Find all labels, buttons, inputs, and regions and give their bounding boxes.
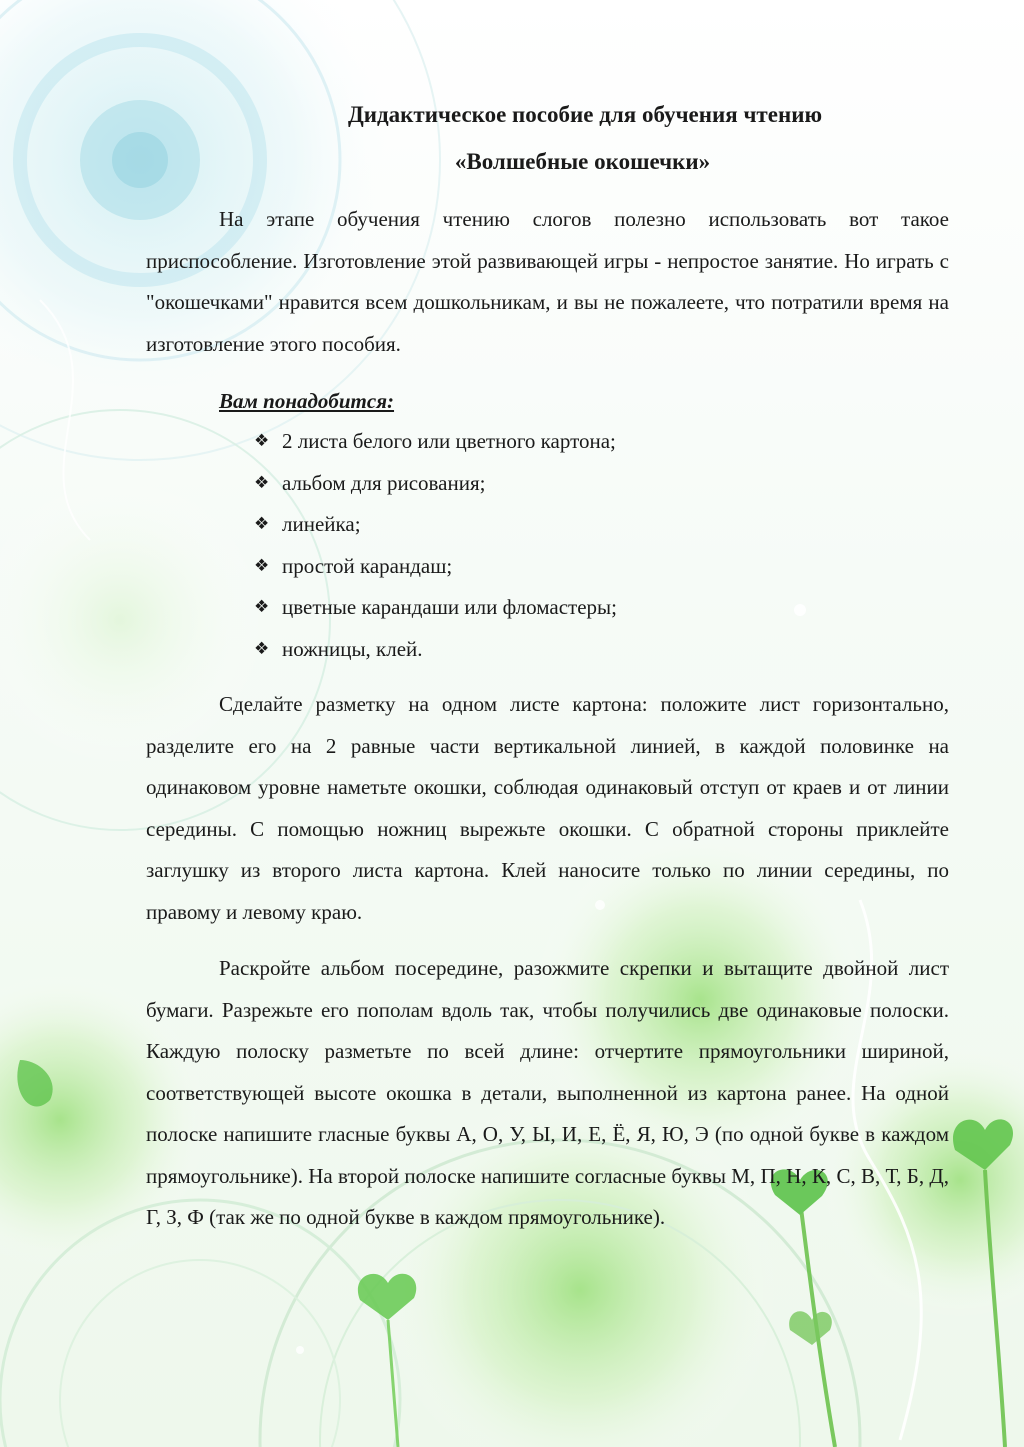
list-item-text: цветные карандаши или фломастеры; (282, 595, 617, 620)
intro-paragraph: На этапе обучения чтению слогов полезно использовать вот такое приспособление. Изготовление этой развивающей игры - непростое занятие. Но играть с "окошечками" нравится всем дошкольникам, и вы не пожалеете, что потратили время на изготовление этого пособия. (146, 207, 949, 356)
document-subtitle: «Волшебные окошечки» (454, 149, 711, 174)
four-diamonds-icon: ❖ (254, 431, 270, 451)
materials-heading: Вам понадобится: (219, 389, 395, 413)
list-item-text: альбом для рисования; (282, 470, 486, 495)
list-item (254, 632, 617, 674)
four-diamonds-icon: ❖ (254, 555, 270, 576)
list-item (254, 424, 617, 466)
step2-paragraph: Раскройте альбом посередине, разожмите скрепки и вытащите двойной лист бумаги. Разрежьте его пополам вдоль так, чтобы получились две одинаковые полоски. Каждую полоску разметьте по всей длине: отчертите прямоугольники шириной, соответствующей высоте окошка в детали, выполненной из картона ранее. На одной полоске напишите гласные буквы А, О, У, Ы, И, Е, Ё, Я, Ю, Э (по одной букве в каждом прямоугольнике). На второй полоске напишите согласные буквы М, П, Н, К, С, В, Т, Б, Д, Г, З, Ф (так же по одной букве в каждом прямоугольнике). (146, 956, 949, 1229)
four-diamonds-icon: ❖ (254, 514, 270, 535)
four-diamonds-icon: ❖ (254, 472, 270, 493)
list-item (254, 507, 617, 549)
step1-paragraph: Сделайте разметку на одном листе картона: положите лист горизонтально, разделите его на 2 равные части вертикальной линией, в каждой половинке на одинаковом уровне наметьте окошки, соблюдая одинаковый отступ от краев и от линии середины. С помощью ножниц вырежьте окошки. С обратной стороны приклейте заглушку из второго листа картона. Клей наносите только по линии середины, по правому и левому краю. (146, 692, 949, 924)
list-item (254, 466, 617, 508)
list-item (254, 590, 617, 632)
materials-list (254, 424, 617, 674)
list-item-text: 2 листа белого или цветного картона; (282, 429, 616, 453)
four-diamonds-icon: ❖ (254, 638, 270, 659)
four-diamonds-icon: ❖ (254, 597, 270, 618)
list-item-text: линейка; (282, 512, 361, 537)
list-item (254, 549, 617, 591)
document-title: Дидактическое пособие для обучения чтению (347, 102, 823, 127)
list-item-text: ножницы, клей. (282, 636, 423, 661)
list-item-text: простой карандаш; (282, 553, 453, 578)
